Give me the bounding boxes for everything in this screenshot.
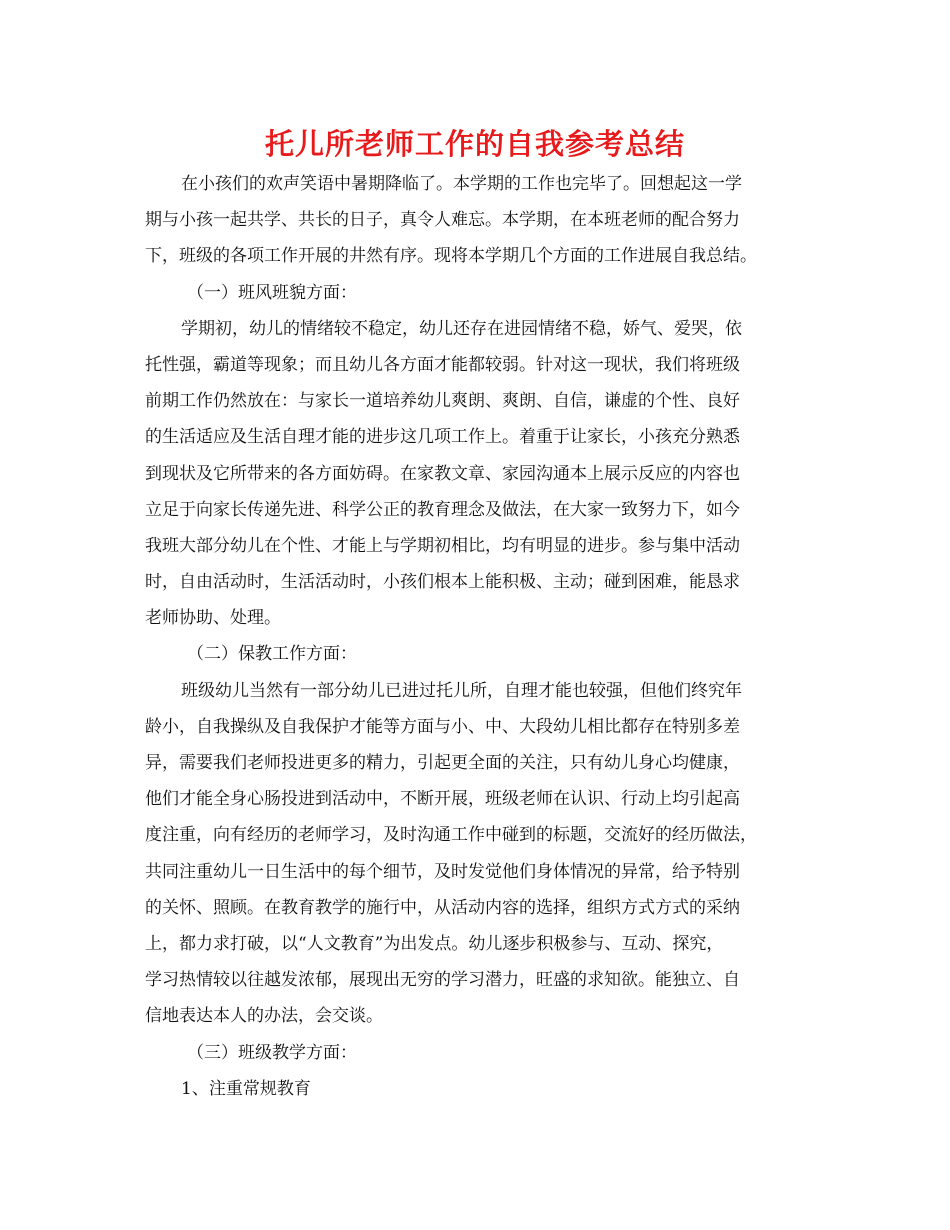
paragraph-line: 前期工作仍然放在：与家长一道培养幼儿爽朗、爽朗、自信，谦虚的个性、良好 bbox=[145, 391, 740, 412]
paragraph-line: 到现状及它所带来的各方面妨碍。在家教文章、家园沟通本上展示反应的内容也 bbox=[145, 463, 740, 484]
list-item: 1、注重常规教育 bbox=[181, 1078, 311, 1099]
paragraph-line: 立足于向家长传递先进、科学公正的教育理念及做法，在大家一致努力下，如今 bbox=[145, 499, 740, 520]
paragraph-line: 信地表达本人的办法，会交谈。 bbox=[145, 1006, 383, 1027]
document-title: 托儿所老师工作的自我参考总结 bbox=[264, 127, 685, 161]
paragraph-line: 他们才能全身心肠投进到活动中，不断开展，班级老师在认识、行动上均引起高 bbox=[145, 789, 740, 810]
paragraph-line: 龄小，自我操纵及自我保护才能等方面与小、中、大段幼儿相比都存在特别多差 bbox=[145, 716, 740, 737]
paragraph-line: 上，都力求打破，以“人文教育”为出发点。幼儿逐步积极参与、互动、探究， bbox=[145, 933, 724, 954]
paragraph-line: 学习热情较以往越发浓郁，展现出无穷的学习潜力，旺盛的求知欲。能独立、自 bbox=[145, 970, 740, 991]
paragraph-line: 我班大部分幼儿在个性、才能上与学期初相比，均有明显的进步。参与集中活动 bbox=[145, 535, 740, 556]
paragraph-line: 老师协助、处理。 bbox=[145, 608, 281, 629]
document-body bbox=[145, 166, 815, 1107]
paragraph-line: 下，班级的各项工作开展的井然有序。现将本学期几个方面的工作进展自我总结。 bbox=[145, 246, 757, 267]
section-heading: （三）班级教学方面： bbox=[187, 1042, 357, 1063]
paragraph-line: 班级幼儿当然有一部分幼儿已进过托儿所，自理才能也较强，但他们终究年 bbox=[181, 680, 742, 701]
paragraph-line: 共同注重幼儿一日生活中的每个细节，及时发觉他们身体情况的异常，给予特别 bbox=[145, 861, 740, 882]
paragraph-line: 期与小孩一起共学、共长的日子，真令人难忘。本学期，在本班老师的配合努力 bbox=[145, 210, 740, 231]
paragraph-line: 的关怀、照顾。在教育教学的施行中，从活动内容的选择，组织方式方式的采纳 bbox=[145, 897, 740, 918]
section-heading: （二）保教工作方面： bbox=[187, 644, 357, 665]
paragraph-line: 在小孩们的欢声笑语中暑期降临了。本学期的工作也完毕了。回想起这一学 bbox=[181, 174, 742, 194]
paragraph-line: 的生活适应及生活自理才能的进步这几项工作上。着重于让家长，小孩充分熟悉 bbox=[145, 427, 740, 448]
paragraph-line: 度注重，向有经历的老师学习，及时沟通工作中碰到的标题，交流好的经历做法， bbox=[145, 825, 757, 846]
paragraph-line: 时，自由活动时，生活活动时，小孩们根本上能积极、主动；碰到困难，能恳求 bbox=[145, 572, 740, 593]
section-heading: （一）班风班貌方面： bbox=[187, 282, 357, 303]
paragraph-line: 学期初，幼儿的情绪较不稳定，幼儿还存在进园情绪不稳，娇气、爱哭，依 bbox=[181, 318, 742, 339]
paragraph-line: 异，需要我们老师投进更多的精力，引起更全面的关注，只有幼儿身心均健康， bbox=[145, 753, 740, 773]
paragraph-line: 托性强，霸道等现象；而且幼儿各方面才能都较弱。针对这一现状，我们将班级 bbox=[145, 354, 740, 375]
